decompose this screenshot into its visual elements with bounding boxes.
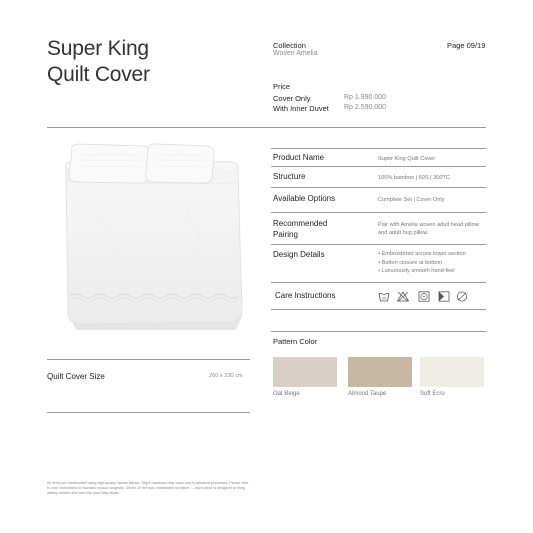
spec-pairing-label-1: Recommended [273, 219, 328, 228]
swatch-soft-ecru[interactable] [420, 357, 484, 387]
pattern-divider [271, 331, 486, 332]
price-cover-only-label: Cover Only [273, 94, 311, 103]
spec-design-label: Design Details [273, 250, 325, 259]
spec-care-label: Care Instructions [275, 291, 336, 300]
size-label: Quilt Cover Size [47, 372, 105, 381]
spec-options-value: Complete Set | Cover Only [378, 197, 445, 203]
spec-divider-4 [271, 244, 486, 245]
top-divider [47, 127, 486, 128]
spec-divider-0 [271, 148, 486, 149]
spec-structure-label: Structure [273, 172, 306, 181]
swatch-label: Oat Beige [273, 391, 300, 397]
spec-divider-5 [271, 282, 486, 283]
footnote: All items are handcrafted using high-quality natural fabrics. Slight variations may occur due to artisanal processes. Please refer to care instructions to maintain product longevity. Gentle on the skin, breathable by nature — each piece is designed to bring lasting comfort and care into your daily rituals. [47, 481, 249, 495]
price-label: Price [273, 82, 291, 91]
swatch-label: Soft Ecru [420, 391, 445, 397]
swatch-oat-beige[interactable] [273, 357, 337, 387]
design-item: • Embroidered across lower section [378, 251, 466, 257]
spec-divider-2 [271, 187, 486, 188]
design-item: • Button closure at bottom [378, 259, 443, 266]
title-line-1: Super King [47, 37, 149, 60]
spec-divider-3 [271, 212, 486, 213]
spec-design-list [378, 250, 466, 276]
dry-clean-icon [456, 291, 468, 302]
tumble-dry-icon [418, 291, 430, 302]
spec-pairing-label-2: Pairing [273, 230, 298, 239]
spec-product-name-label: Product Name [273, 153, 325, 162]
size-value: 260 x 230 cm [209, 373, 243, 379]
spec-pairing-value: Pair with Amelia woven adult head pillow and adult hug pillow. [378, 222, 479, 236]
collection-label: Collection [273, 41, 306, 50]
spec-product-name-value: Super King Quilt Cover [378, 156, 436, 162]
page-title [47, 36, 150, 88]
swatch-almond-taupe[interactable] [348, 357, 412, 387]
spec-divider-1 [271, 166, 486, 167]
collection-value: Woven Amelia [273, 50, 318, 57]
size-divider-bottom [47, 412, 250, 413]
spec-structure-value: 100% bamboo | 60S | 300TC [378, 175, 450, 181]
size-divider-top [47, 359, 250, 360]
price-inner-duvet-label: With Inner Duvet [273, 104, 329, 113]
svg-text:30: 30 [382, 296, 386, 301]
wash-30-icon [378, 291, 390, 302]
swatch-label: Almond Taupe [348, 391, 387, 397]
page-number: Page 09/19 [447, 41, 486, 50]
price-inner-duvet-value: Rp 2.590.000 [344, 104, 387, 111]
design-item: • Luxuriously smooth hand-feel [378, 268, 455, 274]
do-not-bleach-icon [397, 291, 409, 302]
spec-options-label: Available Options [273, 194, 336, 203]
pattern-color-label: Pattern Color [273, 337, 318, 346]
product-image [56, 140, 246, 340]
title-line-2: Quilt Cover [47, 63, 150, 86]
spec-divider-6 [271, 309, 486, 310]
iron-low-icon [438, 291, 450, 302]
price-cover-only-value: Rp 1.990.000 [344, 94, 387, 101]
